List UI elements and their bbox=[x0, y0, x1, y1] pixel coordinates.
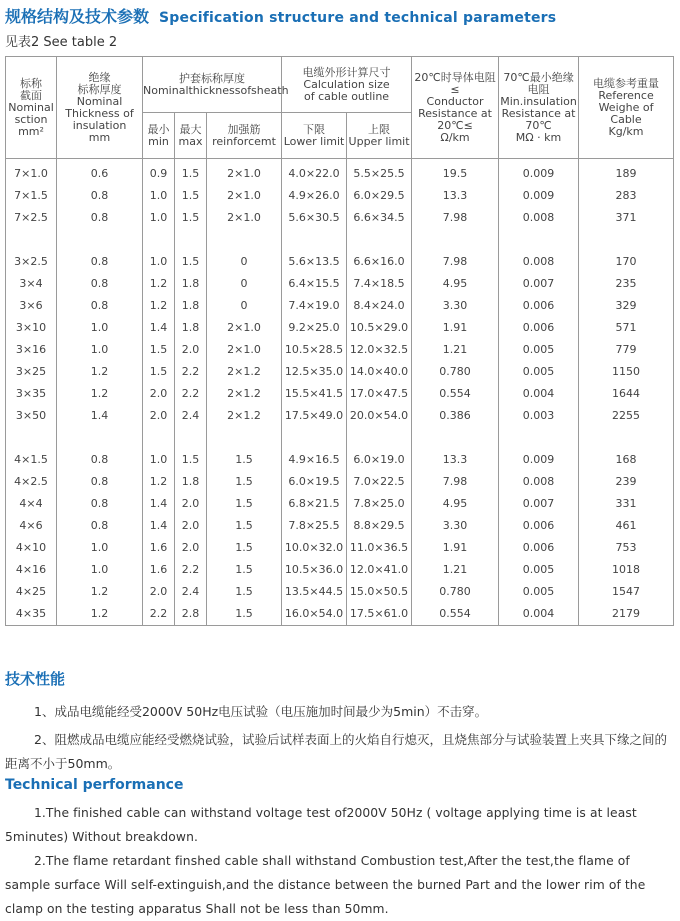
table-cell: 2.0 bbox=[175, 339, 207, 361]
header-line: 70℃最小绝缘 bbox=[503, 70, 574, 84]
table-cell: 2.4 bbox=[175, 405, 207, 427]
table-cell: 1.91 bbox=[412, 537, 499, 559]
table-cell: 0.780 bbox=[412, 361, 499, 383]
table-row bbox=[6, 559, 674, 581]
table-cell: 779 bbox=[579, 339, 674, 361]
table-cell: 2×1.0 bbox=[207, 185, 282, 207]
table-cell: 1.0 bbox=[57, 559, 143, 581]
table-cell: 4×1.5 bbox=[6, 449, 57, 471]
table-cell: 1.8 bbox=[175, 471, 207, 493]
table-cell: 2.2 bbox=[175, 383, 207, 405]
table-cell: 12.0×32.5 bbox=[347, 339, 412, 361]
table-cell: 13.3 bbox=[412, 185, 499, 207]
table-cell: 0.8 bbox=[57, 515, 143, 537]
table-cell: 17.5×49.0 bbox=[282, 405, 347, 427]
table-cell: 0.005 bbox=[499, 361, 579, 383]
table-cell: 0.006 bbox=[499, 295, 579, 317]
table-cell: 1.0 bbox=[57, 317, 143, 339]
header-line: Cable bbox=[610, 112, 642, 126]
table-cell: 1644 bbox=[579, 383, 674, 405]
table-body bbox=[6, 159, 674, 626]
table-cell: 8.4×24.0 bbox=[347, 295, 412, 317]
header-line: of cable outline bbox=[304, 89, 390, 103]
table-cell: 4.95 bbox=[412, 273, 499, 295]
table-cell: 1.0 bbox=[143, 251, 175, 273]
table-row bbox=[6, 159, 674, 186]
table-cell: 13.3 bbox=[412, 449, 499, 471]
spacer-cell bbox=[6, 427, 57, 449]
header-line: insulation bbox=[72, 118, 127, 132]
table-cell: 9.2×25.0 bbox=[282, 317, 347, 339]
table-cell: 0 bbox=[207, 295, 282, 317]
table-row bbox=[6, 515, 674, 537]
perf-en-p2: 2.The flame retardant finshed cable shall withstand Combustion test,After the test,the flame of sample surface Will self-extinguish,and the distance between the burned Part and the lower rim of the clamp on the testing apparatus Shall not be less than 50mm. bbox=[5, 854, 646, 916]
heading-en: Specification structure and technical parameters bbox=[159, 10, 557, 26]
table-cell: 753 bbox=[579, 537, 674, 559]
table-cell: 0.005 bbox=[499, 339, 579, 361]
header-line: Lower limit bbox=[283, 134, 345, 148]
table-cell: 3×2.5 bbox=[6, 251, 57, 273]
table-cell: 2×1.0 bbox=[207, 207, 282, 229]
table-cell: 4×6 bbox=[6, 515, 57, 537]
header-line: 护套标称厚度 bbox=[179, 71, 246, 85]
header-line: 下限 bbox=[303, 122, 326, 136]
header-line: reinforcemt bbox=[212, 134, 276, 148]
spacer-cell bbox=[57, 427, 143, 449]
table-cell: 1.2 bbox=[57, 581, 143, 603]
table-cell: 0.006 bbox=[499, 317, 579, 339]
table-row bbox=[6, 185, 674, 207]
table-row bbox=[6, 581, 674, 603]
spacer-cell bbox=[207, 427, 282, 449]
table-cell: 0 bbox=[207, 273, 282, 295]
perf-cn-p1: 1、成品电缆能经受2000V 50Hz电压试验（电压施加时间最少为5min）不击穿。 bbox=[34, 704, 488, 719]
table-cell: 1.4 bbox=[143, 515, 175, 537]
header-line: 最大 bbox=[179, 122, 202, 136]
col-header-lower bbox=[282, 113, 347, 159]
header-line: 电缆参考重量 bbox=[593, 76, 660, 90]
table-cell: 6.6×16.0 bbox=[347, 251, 412, 273]
table-cell: 0.386 bbox=[412, 405, 499, 427]
table-cell: 1.4 bbox=[57, 405, 143, 427]
table-cell: 3.30 bbox=[412, 515, 499, 537]
table-cell: 4.9×26.0 bbox=[282, 185, 347, 207]
header-line: Nominal bbox=[76, 94, 123, 108]
spacer-cell bbox=[175, 229, 207, 251]
table-cell: 4×25 bbox=[6, 581, 57, 603]
table-cell: 1.0 bbox=[143, 449, 175, 471]
table-cell: 0.8 bbox=[57, 471, 143, 493]
table-cell: 1018 bbox=[579, 559, 674, 581]
table-cell: 1.2 bbox=[57, 361, 143, 383]
table-cell: 0.005 bbox=[499, 559, 579, 581]
table-cell: 10.5×28.5 bbox=[282, 339, 347, 361]
spacer-cell bbox=[207, 229, 282, 251]
table-cell: 1.5 bbox=[175, 185, 207, 207]
table-row bbox=[6, 493, 674, 515]
table-cell: 7×2.5 bbox=[6, 207, 57, 229]
header-line: max bbox=[178, 134, 203, 148]
group-spacer bbox=[6, 229, 674, 251]
table-cell: 0.009 bbox=[499, 449, 579, 471]
table-cell: 17.5×61.0 bbox=[347, 603, 412, 626]
table-cell: 6.0×29.5 bbox=[347, 185, 412, 207]
table-cell: 331 bbox=[579, 493, 674, 515]
header-line: Reference bbox=[598, 88, 654, 102]
header-line: Thickness of bbox=[65, 106, 134, 120]
header-line: sction bbox=[14, 112, 48, 126]
table-cell: 2.8 bbox=[175, 603, 207, 626]
heading-cn: 规格结构及技术参数 bbox=[5, 7, 150, 26]
table-cell: 0.554 bbox=[412, 383, 499, 405]
table-cell: 6.4×15.5 bbox=[282, 273, 347, 295]
spacer-cell bbox=[412, 229, 499, 251]
spacer-cell bbox=[175, 427, 207, 449]
spacer-cell bbox=[143, 229, 175, 251]
table-cell: 7.98 bbox=[412, 207, 499, 229]
table-cell: 1.8 bbox=[175, 273, 207, 295]
header-line: Ω/km bbox=[440, 130, 470, 144]
perf-cn-title: 技术性能 bbox=[5, 670, 66, 688]
table-cell: 3×10 bbox=[6, 317, 57, 339]
table-cell: 1.5 bbox=[175, 207, 207, 229]
table-cell: 283 bbox=[579, 185, 674, 207]
table-cell: 2×1.0 bbox=[207, 159, 282, 186]
table-cell: 3×16 bbox=[6, 339, 57, 361]
table-cell: 6.0×19.5 bbox=[282, 471, 347, 493]
table-cell: 1.4 bbox=[143, 493, 175, 515]
table-cell: 371 bbox=[579, 207, 674, 229]
spacer-cell bbox=[579, 229, 674, 251]
table-cell: 2.2 bbox=[175, 361, 207, 383]
spacer-cell bbox=[499, 229, 579, 251]
table-cell: 20.0×54.0 bbox=[347, 405, 412, 427]
header-line: MΩ · km bbox=[515, 130, 562, 144]
header-line: 20℃≤ bbox=[437, 118, 473, 132]
table-cell: 1.2 bbox=[57, 383, 143, 405]
header-line: mm² bbox=[18, 124, 44, 138]
spec-table bbox=[5, 56, 674, 626]
table-cell: 15.0×50.5 bbox=[347, 581, 412, 603]
table-cell: 1.5 bbox=[207, 493, 282, 515]
table-cell: 3×6 bbox=[6, 295, 57, 317]
table-note: 见表2 See table 2 bbox=[5, 35, 118, 50]
spacer-cell bbox=[282, 427, 347, 449]
table-cell: 2.0 bbox=[175, 515, 207, 537]
header-line: Conductor bbox=[426, 94, 484, 108]
table-cell: 4.0×22.0 bbox=[282, 159, 347, 186]
table-cell: 1.0 bbox=[143, 185, 175, 207]
table-cell: 10.0×32.0 bbox=[282, 537, 347, 559]
table-cell: 1.8 bbox=[175, 317, 207, 339]
table-cell: 2.2 bbox=[143, 603, 175, 626]
col-header-insulation-res bbox=[499, 57, 579, 159]
table-row bbox=[6, 383, 674, 405]
table-cell: 13.5×44.5 bbox=[282, 581, 347, 603]
table-cell: 0.8 bbox=[57, 449, 143, 471]
table-row bbox=[6, 207, 674, 229]
table-cell: 10.5×36.0 bbox=[282, 559, 347, 581]
table-cell: 2.0 bbox=[143, 581, 175, 603]
table-cell: 2×1.2 bbox=[207, 405, 282, 427]
header-line: Weighe of bbox=[598, 100, 654, 114]
table-cell: 2179 bbox=[579, 603, 674, 626]
table-cell: 2.2 bbox=[175, 559, 207, 581]
header-line: Upper limit bbox=[348, 134, 410, 148]
table-cell: 7×1.5 bbox=[6, 185, 57, 207]
section-heading bbox=[5, 4, 556, 26]
table-cell: 0.008 bbox=[499, 207, 579, 229]
col-header-section bbox=[6, 57, 57, 159]
table-cell: 1.2 bbox=[143, 273, 175, 295]
table-cell: 0.9 bbox=[143, 159, 175, 186]
table-cell: 1.2 bbox=[143, 295, 175, 317]
table-cell: 2×1.0 bbox=[207, 339, 282, 361]
table-cell: 12.0×41.0 bbox=[347, 559, 412, 581]
table-cell: 0.8 bbox=[57, 493, 143, 515]
table-cell: 5.6×13.5 bbox=[282, 251, 347, 273]
table-cell: 2.4 bbox=[175, 581, 207, 603]
table-cell: 0 bbox=[207, 251, 282, 273]
table-cell: 0.004 bbox=[499, 383, 579, 405]
table-cell: 2×1.0 bbox=[207, 317, 282, 339]
col-header-resistance bbox=[412, 57, 499, 159]
spacer-cell bbox=[6, 229, 57, 251]
table-cell: 11.0×36.5 bbox=[347, 537, 412, 559]
table-cell: 1.0 bbox=[143, 207, 175, 229]
table-cell: 1.2 bbox=[143, 471, 175, 493]
table-header bbox=[6, 57, 674, 159]
table-cell: 0.006 bbox=[499, 537, 579, 559]
table-cell: 571 bbox=[579, 317, 674, 339]
table-cell: 1.91 bbox=[412, 317, 499, 339]
table-cell: 1.5 bbox=[207, 581, 282, 603]
table-cell: 15.5×41.5 bbox=[282, 383, 347, 405]
table-cell: 1.5 bbox=[207, 537, 282, 559]
table-cell: 7.0×22.5 bbox=[347, 471, 412, 493]
table-cell: 4×10 bbox=[6, 537, 57, 559]
col-header-reinforce bbox=[207, 113, 282, 159]
table-cell: 1.2 bbox=[57, 603, 143, 626]
table-cell: 1.6 bbox=[143, 559, 175, 581]
table-cell: 6.8×21.5 bbox=[282, 493, 347, 515]
table-cell: 1.5 bbox=[207, 449, 282, 471]
table-row bbox=[6, 273, 674, 295]
table-cell: 1.5 bbox=[207, 603, 282, 626]
table-cell: 4.95 bbox=[412, 493, 499, 515]
table-cell: 1.0 bbox=[57, 339, 143, 361]
table-row bbox=[6, 537, 674, 559]
table-cell: 2.0 bbox=[175, 493, 207, 515]
table-cell: 6.6×34.5 bbox=[347, 207, 412, 229]
table-cell: 0.780 bbox=[412, 581, 499, 603]
header-line: 标称 bbox=[20, 76, 42, 90]
table-cell: 16.0×54.0 bbox=[282, 603, 347, 626]
header-line: 截面 bbox=[20, 88, 42, 102]
table-cell: 0.006 bbox=[499, 515, 579, 537]
table-cell: 2×1.2 bbox=[207, 383, 282, 405]
spacer-cell bbox=[282, 229, 347, 251]
spacer-cell bbox=[57, 229, 143, 251]
table-cell: 1547 bbox=[579, 581, 674, 603]
table-cell: 0.004 bbox=[499, 603, 579, 626]
table-cell: 1.5 bbox=[207, 559, 282, 581]
table-cell: 1.6 bbox=[143, 537, 175, 559]
table-cell: 1.5 bbox=[143, 339, 175, 361]
header-line: min bbox=[148, 134, 169, 148]
table-cell: 4×35 bbox=[6, 603, 57, 626]
table-row bbox=[6, 405, 674, 427]
table-cell: 0.554 bbox=[412, 603, 499, 626]
header-line: 70℃ bbox=[525, 118, 552, 132]
spacer-cell bbox=[499, 427, 579, 449]
table-cell: 1.5 bbox=[207, 515, 282, 537]
table-cell: 14.0×40.0 bbox=[347, 361, 412, 383]
header-line: 最小 bbox=[147, 122, 170, 136]
table-cell: 8.8×29.5 bbox=[347, 515, 412, 537]
table-cell: 2×1.2 bbox=[207, 361, 282, 383]
table-cell: 0.005 bbox=[499, 581, 579, 603]
table-cell: 0.8 bbox=[57, 207, 143, 229]
table-cell: 4.9×16.5 bbox=[282, 449, 347, 471]
spacer-cell bbox=[579, 427, 674, 449]
table-cell: 7.98 bbox=[412, 251, 499, 273]
table-cell: 1.5 bbox=[175, 159, 207, 186]
table-cell: 7.4×19.0 bbox=[282, 295, 347, 317]
header-line: 标称厚度 bbox=[77, 82, 122, 96]
table-cell: 0.007 bbox=[499, 493, 579, 515]
header-line: 20℃时导体电阻 bbox=[414, 70, 496, 84]
table-cell: 235 bbox=[579, 273, 674, 295]
col-header-outline bbox=[282, 57, 412, 113]
table-cell: 7×1.0 bbox=[6, 159, 57, 186]
table-cell: 2.0 bbox=[175, 537, 207, 559]
table-cell: 19.5 bbox=[412, 159, 499, 186]
table-cell: 3×4 bbox=[6, 273, 57, 295]
table-cell: 0.6 bbox=[57, 159, 143, 186]
header-line: mm bbox=[88, 130, 111, 144]
table-row bbox=[6, 317, 674, 339]
table-cell: 0.8 bbox=[57, 251, 143, 273]
table-cell: 7.8×25.0 bbox=[347, 493, 412, 515]
table-cell: 461 bbox=[579, 515, 674, 537]
table-cell: 6.0×19.0 bbox=[347, 449, 412, 471]
table-cell: 7.8×25.5 bbox=[282, 515, 347, 537]
header-line: 电缆外形计算尺寸 bbox=[302, 65, 391, 79]
table-row bbox=[6, 251, 674, 273]
group-spacer bbox=[6, 427, 674, 449]
table-cell: 0.008 bbox=[499, 471, 579, 493]
spacer-cell bbox=[347, 427, 412, 449]
table-cell: 1.5 bbox=[143, 361, 175, 383]
table-cell: 168 bbox=[579, 449, 674, 471]
header-line: 加强筋 bbox=[227, 122, 261, 136]
table-cell: 0.8 bbox=[57, 273, 143, 295]
table-cell: 239 bbox=[579, 471, 674, 493]
table-cell: 5.5×25.5 bbox=[347, 159, 412, 186]
table-cell: 0.8 bbox=[57, 185, 143, 207]
table-cell: 0.003 bbox=[499, 405, 579, 427]
header-line: 上限 bbox=[368, 122, 391, 136]
header-line: 绝缘 bbox=[88, 70, 111, 84]
table-cell: 5.6×30.5 bbox=[282, 207, 347, 229]
spacer-cell bbox=[347, 229, 412, 251]
perf-en-title: Technical performance bbox=[5, 777, 184, 793]
table-cell: 4×16 bbox=[6, 559, 57, 581]
table-cell: 0.008 bbox=[499, 251, 579, 273]
header-line: Min.insulation bbox=[500, 94, 577, 108]
table-cell: 1.21 bbox=[412, 559, 499, 581]
table-row bbox=[6, 361, 674, 383]
table-cell: 7.98 bbox=[412, 471, 499, 493]
table-cell: 0.007 bbox=[499, 273, 579, 295]
table-cell: 1.4 bbox=[143, 317, 175, 339]
perf-cn-p2: 2、阻燃成品电缆应能经受燃烧试验，试验后试样表面上的火焰自行熄灭，且烧焦部分与试验装置上夹具下缘之间的距离不小于50mm。 bbox=[5, 732, 667, 771]
header-line: ≤ bbox=[450, 82, 460, 96]
table-row bbox=[6, 603, 674, 626]
col-header-sheath bbox=[143, 57, 289, 113]
col-header-weight bbox=[579, 57, 674, 159]
header-line: Resistance at bbox=[418, 106, 492, 120]
col-header-sheath-min bbox=[143, 113, 175, 159]
table-cell: 2.0 bbox=[143, 405, 175, 427]
table-cell: 1.5 bbox=[175, 251, 207, 273]
table-cell: 189 bbox=[579, 159, 674, 186]
table-cell: 170 bbox=[579, 251, 674, 273]
table-cell: 329 bbox=[579, 295, 674, 317]
table-cell: 0.009 bbox=[499, 185, 579, 207]
col-header-insulation bbox=[57, 57, 143, 159]
table-cell: 1.5 bbox=[207, 471, 282, 493]
table-cell: 2255 bbox=[579, 405, 674, 427]
header-line: Calculation size bbox=[303, 77, 390, 91]
col-header-upper bbox=[347, 113, 412, 159]
table-cell: 0.8 bbox=[57, 295, 143, 317]
table-row bbox=[6, 339, 674, 361]
header-line: 电阻 bbox=[527, 82, 550, 96]
table-row bbox=[6, 449, 674, 471]
table-cell: 3×35 bbox=[6, 383, 57, 405]
table-row bbox=[6, 471, 674, 493]
table-cell: 10.5×29.0 bbox=[347, 317, 412, 339]
header-line: Nominalthicknessofsheath bbox=[143, 83, 289, 97]
table-cell: 0.009 bbox=[499, 159, 579, 186]
table-cell: 4×4 bbox=[6, 493, 57, 515]
table-cell: 3×25 bbox=[6, 361, 57, 383]
header-line: Resistance at bbox=[501, 106, 576, 120]
spacer-cell bbox=[143, 427, 175, 449]
table-cell: 1.21 bbox=[412, 339, 499, 361]
table-cell: 3.30 bbox=[412, 295, 499, 317]
perf-en-p1: 1.The finished cable can withstand voltage test of2000V 50Hz ( voltage applying time is at least 5minutes) Without breakdown. bbox=[5, 806, 637, 844]
table-cell: 4×2.5 bbox=[6, 471, 57, 493]
col-header-sheath-max bbox=[175, 113, 207, 159]
header-line: Kg/km bbox=[608, 124, 644, 138]
table-cell: 1.8 bbox=[175, 295, 207, 317]
table-cell: 12.5×35.0 bbox=[282, 361, 347, 383]
table-cell: 7.4×18.5 bbox=[347, 273, 412, 295]
table-cell: 1.0 bbox=[57, 537, 143, 559]
table-cell: 17.0×47.5 bbox=[347, 383, 412, 405]
table-cell: 3×50 bbox=[6, 405, 57, 427]
table-cell: 2.0 bbox=[143, 383, 175, 405]
table-cell: 1.5 bbox=[175, 449, 207, 471]
table-cell: 1150 bbox=[579, 361, 674, 383]
table-row bbox=[6, 295, 674, 317]
header-line: Nominal bbox=[8, 100, 54, 114]
spacer-cell bbox=[412, 427, 499, 449]
